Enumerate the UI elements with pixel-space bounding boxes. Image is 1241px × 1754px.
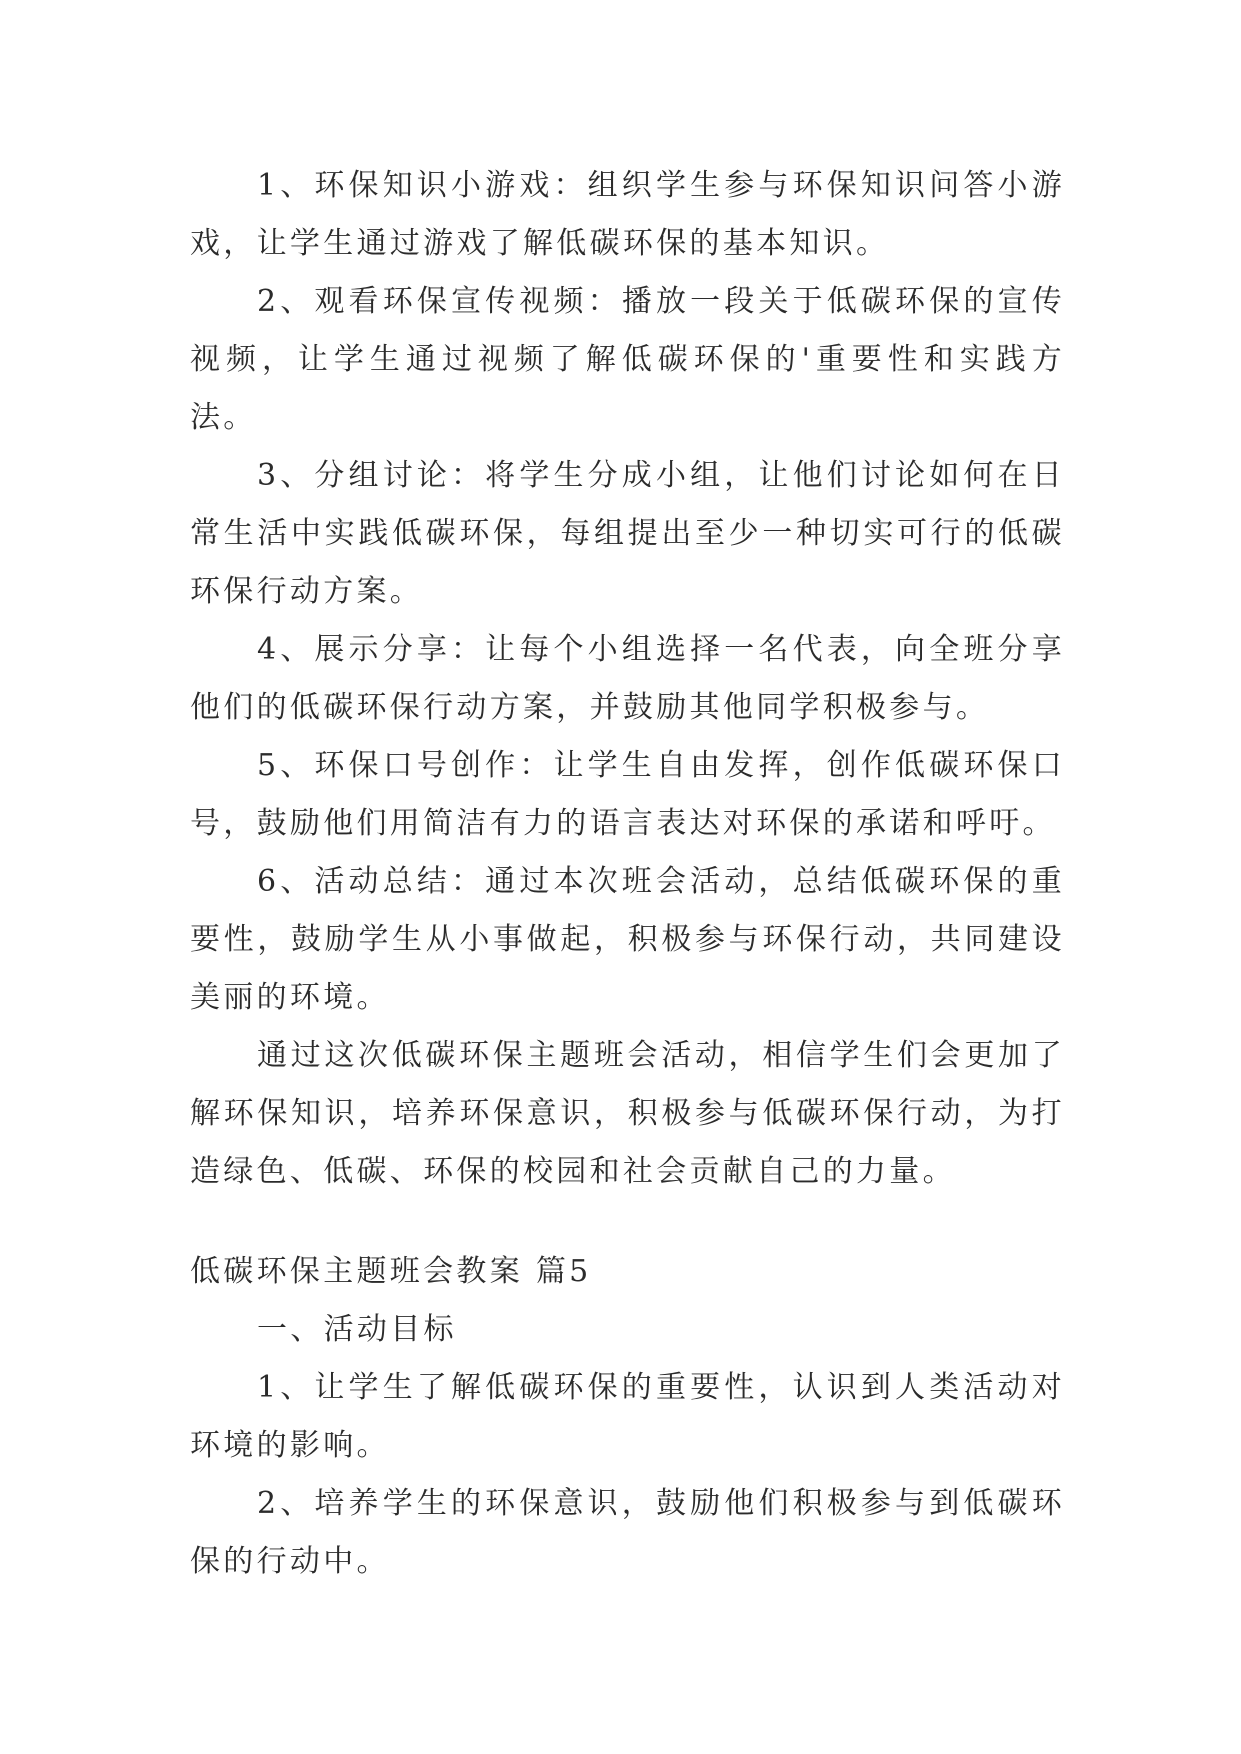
paragraph-activity-5: 5、环保口号创作：让学生自由发挥，创作低碳环保口号，鼓励他们用简洁有力的语言表达对环保的承诺和呼吁。: [190, 748, 1065, 841]
paragraph-activity-4: 4、展示分享：让每个小组选择一名代表，向全班分享他们的低碳环保行动方案，并鼓励其他同学积极参与。: [190, 632, 1065, 725]
paragraph-activity-6: 6、活动总结：通过本次班会活动，总结低碳环保的重要性，鼓励学生从小事做起，积极参与环保行动，共同建设美丽的环境。: [190, 864, 1065, 1015]
section-subheading: 一、活动目标: [257, 1312, 457, 1347]
paragraph-activity-3: 3、分组讨论：将学生分成小组，让他们讨论如何在日常生活中实践低碳环保，每组提出至少一种切实可行的低碳环保行动方案。: [190, 458, 1065, 609]
section-title: 低碳环保主题班会教案 篇5: [190, 1254, 592, 1289]
document-body: [190, 157, 1065, 1591]
paragraph-activity-1: 1、环保知识小游戏：组织学生参与环保知识问答小游戏，让学生通过游戏了解低碳环保的基本知识。: [190, 168, 1065, 261]
paragraph-goal-2: 2、培养学生的环保意识，鼓励他们积极参与到低碳环保的行动中。: [190, 1486, 1065, 1579]
paragraph-conclusion: 通过这次低碳环保主题班会活动，相信学生们会更加了解环保知识，培养环保意识，积极参与低碳环保行动，为打造绿色、低碳、环保的校园和社会贡献自己的力量。: [190, 1038, 1065, 1189]
paragraph-activity-2: 2、观看环保宣传视频：播放一段关于低碳环保的宣传视频，让学生通过视频了解低碳环保的'重要性和实践方法。: [190, 284, 1065, 435]
paragraph-goal-1: 1、让学生了解低碳环保的重要性，认识到人类活动对环境的影响。: [190, 1370, 1065, 1463]
